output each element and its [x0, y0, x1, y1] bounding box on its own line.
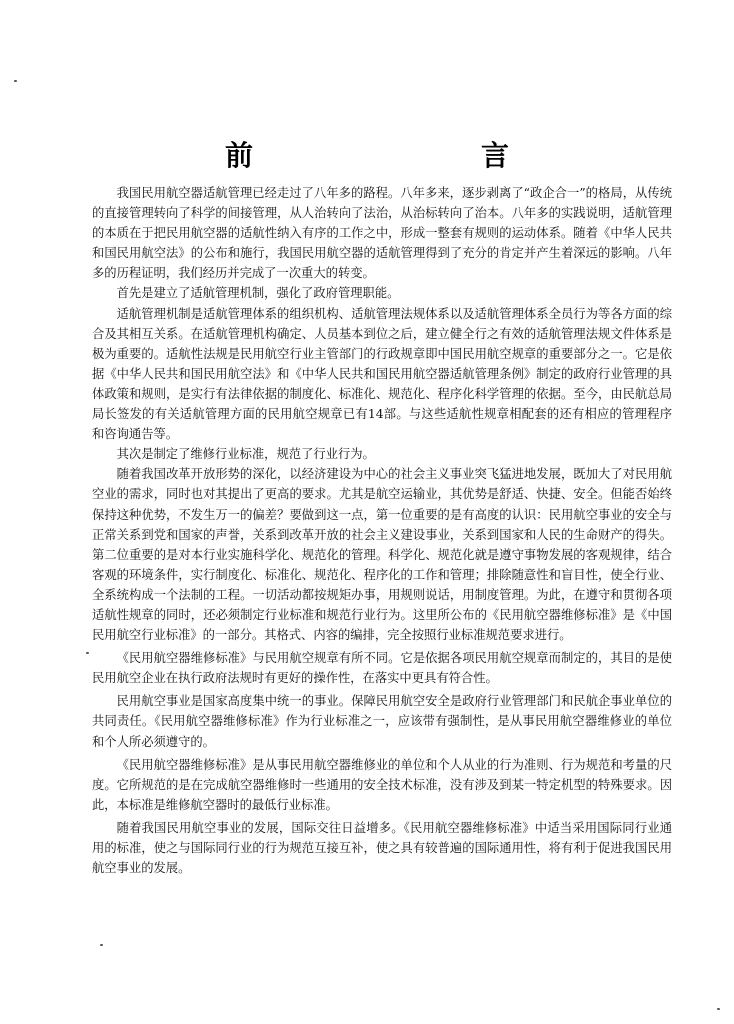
scan-speck — [14, 80, 17, 82]
scan-speck — [100, 944, 103, 946]
paragraph-heading-second: 其次是制定了维修行业标准，规范了行业行为。 — [116, 447, 375, 462]
paragraph-code-of-conduct: 《民用航空器维修标准》是从事民用航空器维修业的单位和个人从业的行为准则、行为规范和考量的尺度。它所规范的是在完成航空器维修时一些通用的安全技术标准，没有涉及到某一特定机型的特殊要求。因此，本标准是维修航空器时的最低行业标准。 — [92, 757, 672, 812]
paragraph-standard-difference: 《民用航空器维修标准》与民用航空规章有所不同。它是依据各项民用航空规章而制定的，其目的是使民用航空企业在执行政府法规时有更好的操作性，在落实中更具有符合性。 — [92, 651, 672, 686]
scan-speck — [717, 1008, 720, 1010]
scan-speck — [86, 652, 89, 654]
paragraph-responsibility: 民用航空事业是国家高度集中统一的事业。保障民用航空安全是政府行业管理部门和民航企事业单位的共同责任。《民用航空器维修标准》作为行业标准之一，应该带有强制性，是从事民用航空器维修业的单位和个人所必须遵守的。 — [92, 694, 672, 749]
paragraph-heading-first: 首先是建立了适航管理机制，强化了政府管理职能。 — [116, 286, 400, 301]
paragraph-reform: 随着我国改革开放形势的深化，以经济建设为中心的社会主义事业突飞猛进地发展，既加大了对民用航空业的需求，同时也对其提出了更高的要求。尤其是航空运输业，其优势是舒适、快捷、安全。但能否始终保持这种优势，不发生万一的偏差？要做到这一点，第一位重要的是有高度的认识：民用航空事业的安全与正常关系到党和国家的声誉，关系到改革开放的社会主义建设事业，关系到国家和人民的生命财产的得失。第二位重要的是对本行业实施科学化、规范化的管理。科学化、规范化就是遵守事物发展的客观规律，结合客观的环境条件，实行制度化、标准化、规范化、程序化的工作和管理；排除随意性和盲目性，使全行业、全系统构成一个法制的工程。一切活动都按规矩办事，用规则说话，用制度管理。为此，在遵守和贯彻各项适航性规章的同时，还必须制定行业标准和规范行业行为。这里所公布的《民用航空器维修标准》是《中国民用航空行业标准》的一部分。其格式、内容的编排，完全按照行业标准规范要求进行。 — [92, 467, 672, 643]
paragraph-international: 随着我国民用航空事业的发展，国际交往日益增多。《民用航空器维修标准》中适当采用国际同行业通用的标准，使之与国际同行业的行为规范互接互补，使之具有较普遍的国际通用性，将有利于促进我国民用航空事业的发展。 — [92, 820, 672, 876]
paragraph-mechanism: 适航管理机制是适航管理体系的组织机构、适航管理法规体系以及适航管理体系全员行为等各方面的综合及其相互关系。在适航管理机构确定、人员基本到位之后，建立健全行之有效的适航管理法规文件体系是极为重要的。适航性法规是民用航空行业主管部门的行政规章即中国民用航空规章的重要部分之一。它是依据《中华人民共和国民用航空法》和《中华人民共和国民用航空器适航管理条例》制定的政府行业管理的具体政策和规则，是实行有法律依据的制度化、标准化、规范化、程序化科学管理的依据。至今，由民航总局局长签发的有关适航管理方面的民用航空规章已有14部。与这些适航性规章相配套的还有相应的管理程序和咨询通告等。 — [92, 306, 672, 442]
paragraph-intro: 我国民用航空器适航管理已经走过了八年多的路程。八年多来，逐步剥离了“政企合一”的格局，从传统的直接管理转向了科学的间接管理，从人治转向了法治，从治标转向了治本。八年多的实践说明，适航管理的本质在于把民用航空器的适航性纳入有序的工作之中，形成一整套有规则的运动体系。随着《中华人民共和国民用航空法》的公布和施行，我国民用航空器的适航管理得到了充分的肯定并产生着深远的影响。八年多的历程证明，我们经历并完成了一次重大的转变。 — [92, 186, 672, 281]
preface-body — [92, 183, 672, 878]
page-title: 前 言 — [224, 139, 609, 172]
